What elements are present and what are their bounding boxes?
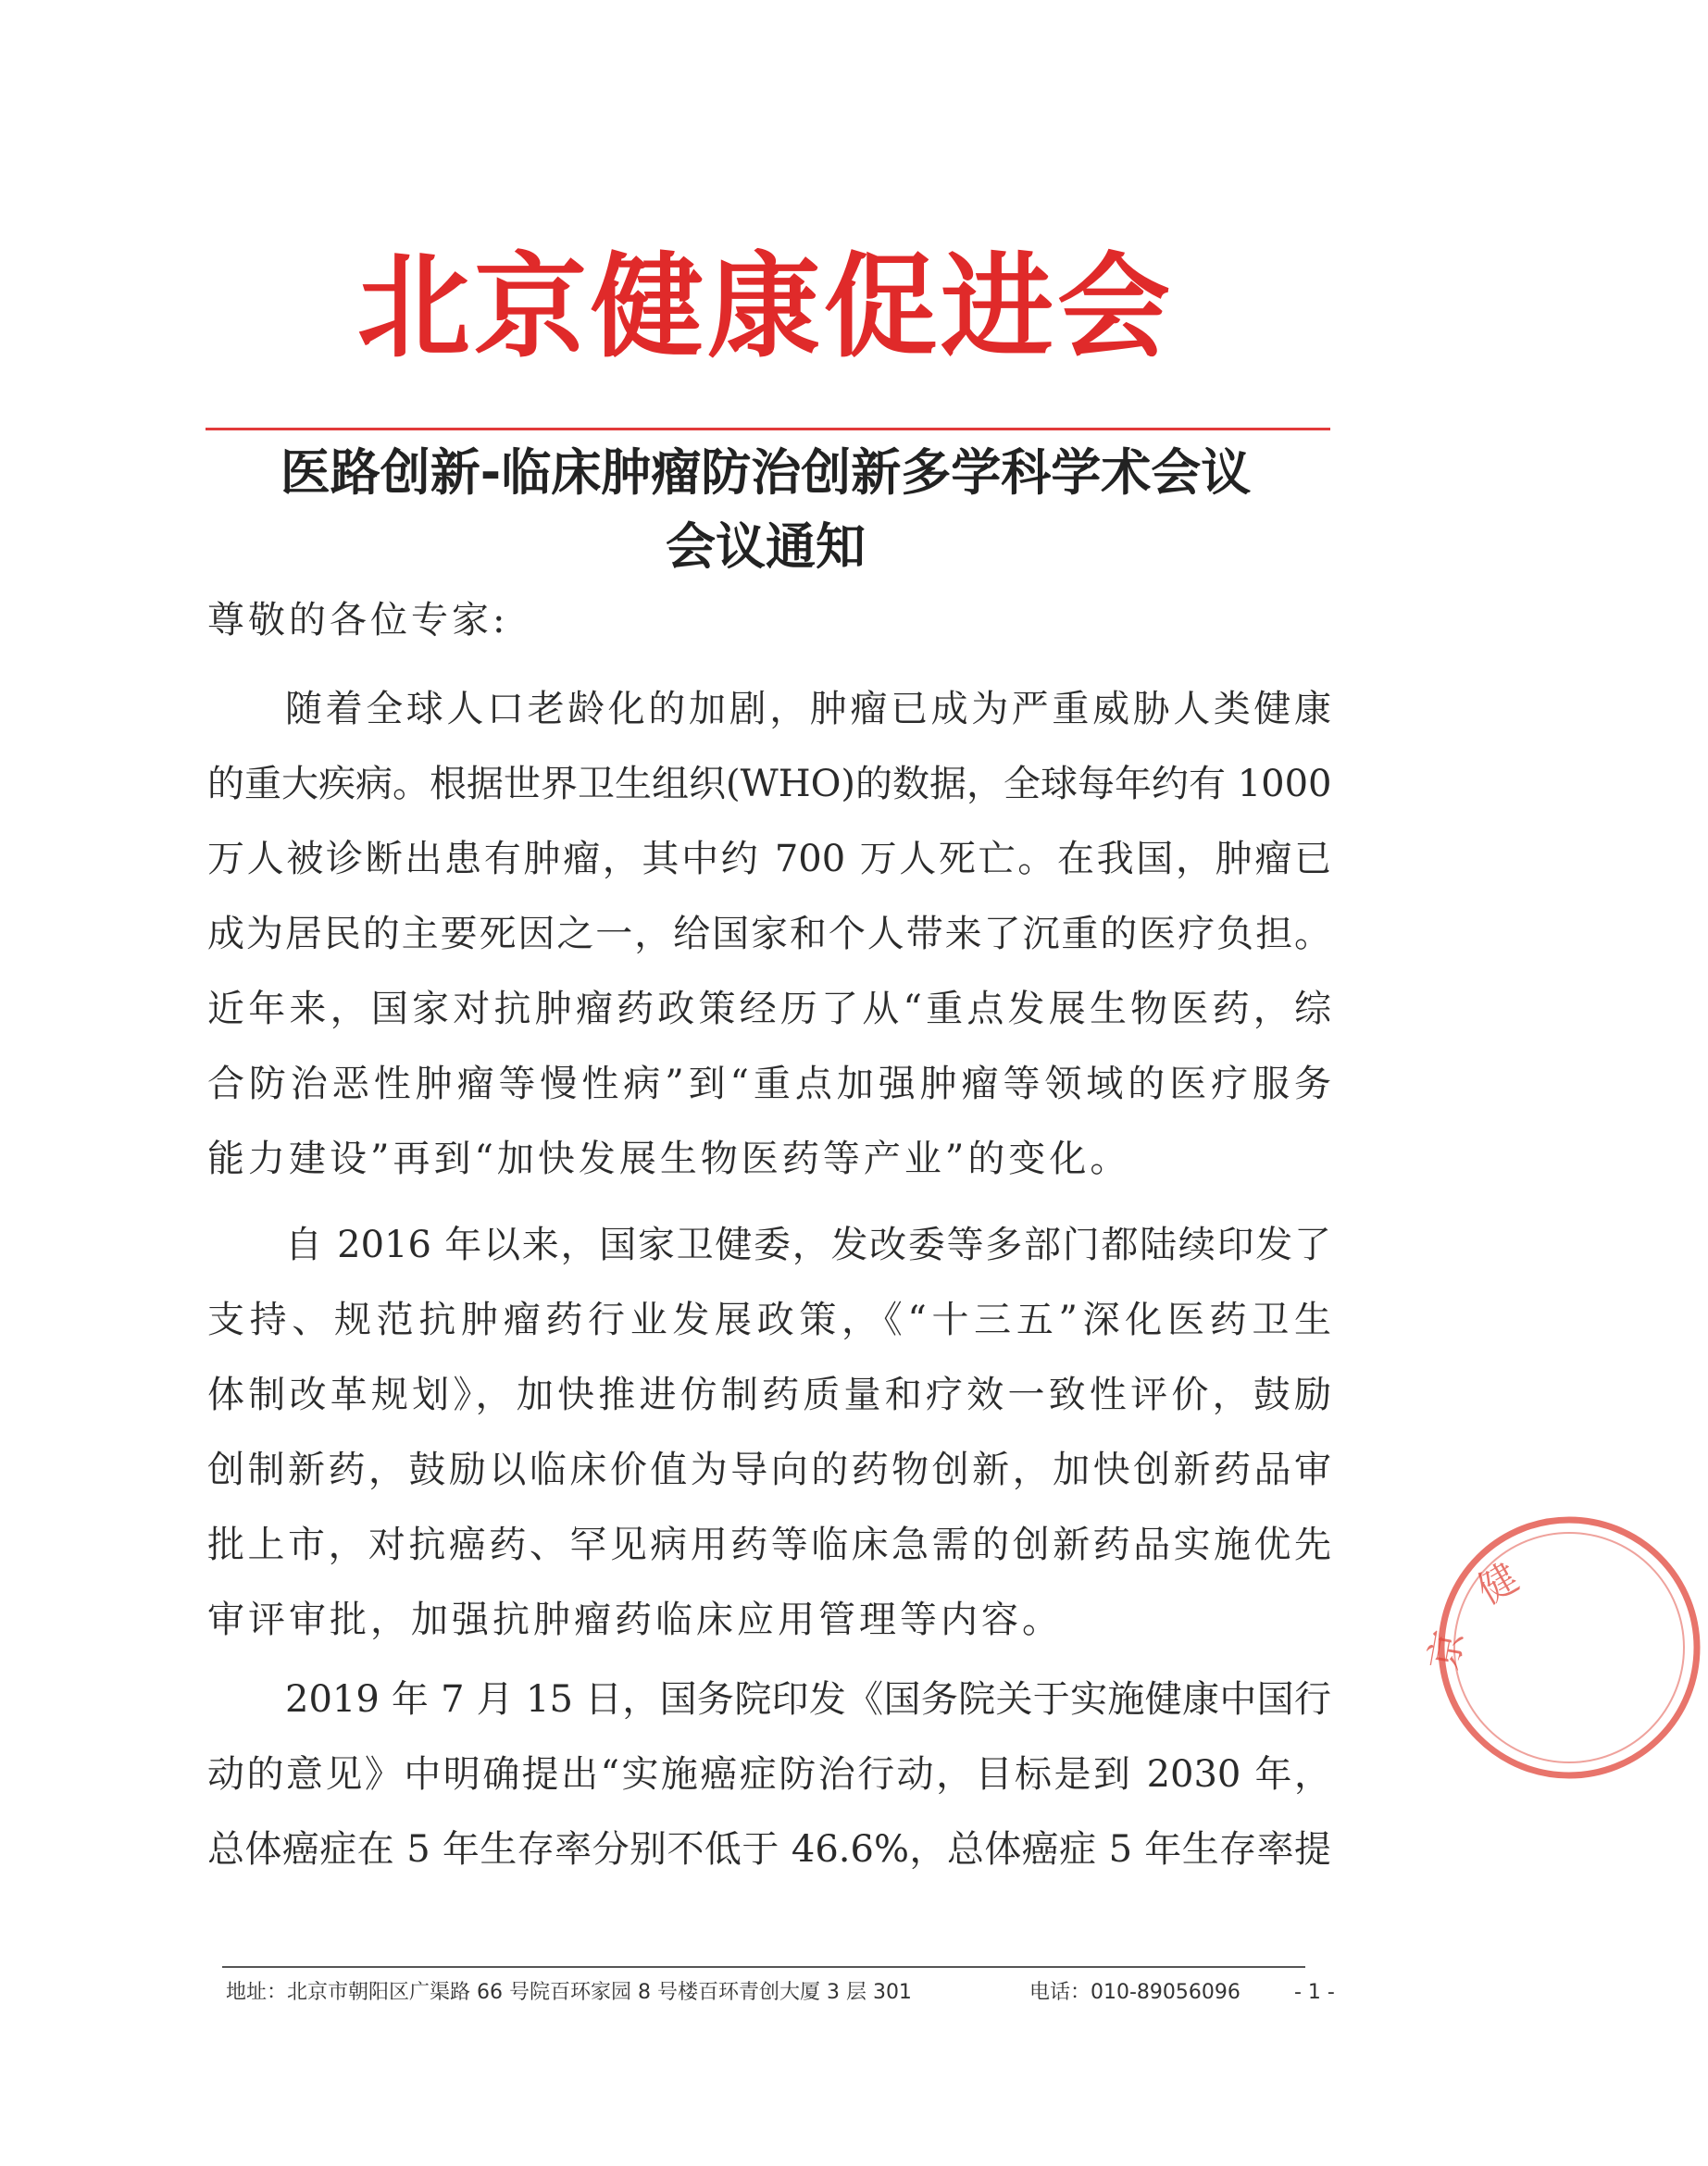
footer-divider [222,1966,1305,1968]
body-line: 成为居民的主要死因之一，给国家和个人带来了沉重的医疗负担。 [207,913,1331,955]
body-line: 支持、规范抗肿瘤药行业发展政策，《“十三五”深化医药卫生 [207,1299,1331,1341]
letterhead-divider [206,428,1330,430]
body-line: 总体癌症在 5 年生存率分别不低于 46.6%，总体癌症 5 年生存率提 [207,1828,1331,1871]
document-title: 医路创新-临床肿瘤防治创新多学科学术会议 [280,443,1252,502]
body-line: 合防治恶性肿瘤等慢性病”到“重点加强肿瘤等领域的医疗服务 [207,1063,1331,1105]
page-number: - 1 - [1294,1981,1335,2004]
body-line: 2019 年 7 月 15 日，国务院印发《国务院关于实施健康中国行 [285,1678,1331,1721]
body-line: 的重大疾病。根据世界卫生组织(WHO)的数据，全球每年约有 1000 [207,763,1332,805]
body-line: 批上市，对抗癌药、罕见病用药等临床急需的创新药品实施优先 [207,1524,1331,1566]
official-seal-stamp [1420,1509,1708,1786]
body-line: 审评审批，加强抗肿瘤药临床应用管理等内容。 [207,1599,1063,1641]
salutation: 尊敬的各位专家: [207,599,509,641]
body-line: 万人被诊断出患有肿瘤，其中约 700 万人死亡。在我国，肿瘤已 [207,838,1331,880]
footer-phone: 电话：010-89056096 [1029,1981,1240,2004]
body-line: 能力建设”再到“加快发展生物医药等产业”的变化。 [207,1138,1131,1180]
footer-address: 地址：北京市朝阳区广渠路 66 号院百环家园 8 号楼百环青创大厦 3 层 301 [226,1981,912,2004]
body-line: 体制改革规划》，加快推进仿制药质量和疗效一致性评价，鼓励 [207,1374,1331,1416]
body-line: 随着全球人口老龄化的加剧，肿瘤已成为严重威胁人类健康 [285,688,1331,730]
body-line: 创制新药，鼓励以临床价值为导向的药物创新，加快创新药品审 [207,1449,1331,1491]
svg-text:京: 京 [1420,1626,1473,1674]
body-line: 近年来，国家对抗肿瘤药政策经历了从“重点发展生物医药，综 [207,988,1331,1030]
document-subtitle: 会议通知 [666,517,866,576]
body-line: 自 2016 年以来，国家卫健委，发改委等多部门都陆续印发了 [285,1224,1331,1266]
organization-letterhead: 北京健康促进会 [357,240,1174,373]
svg-text:健: 健 [1469,1554,1527,1613]
body-line: 动的意见》中明确提出“实施癌症防治行动，目标是到 2030 年， [207,1753,1331,1796]
